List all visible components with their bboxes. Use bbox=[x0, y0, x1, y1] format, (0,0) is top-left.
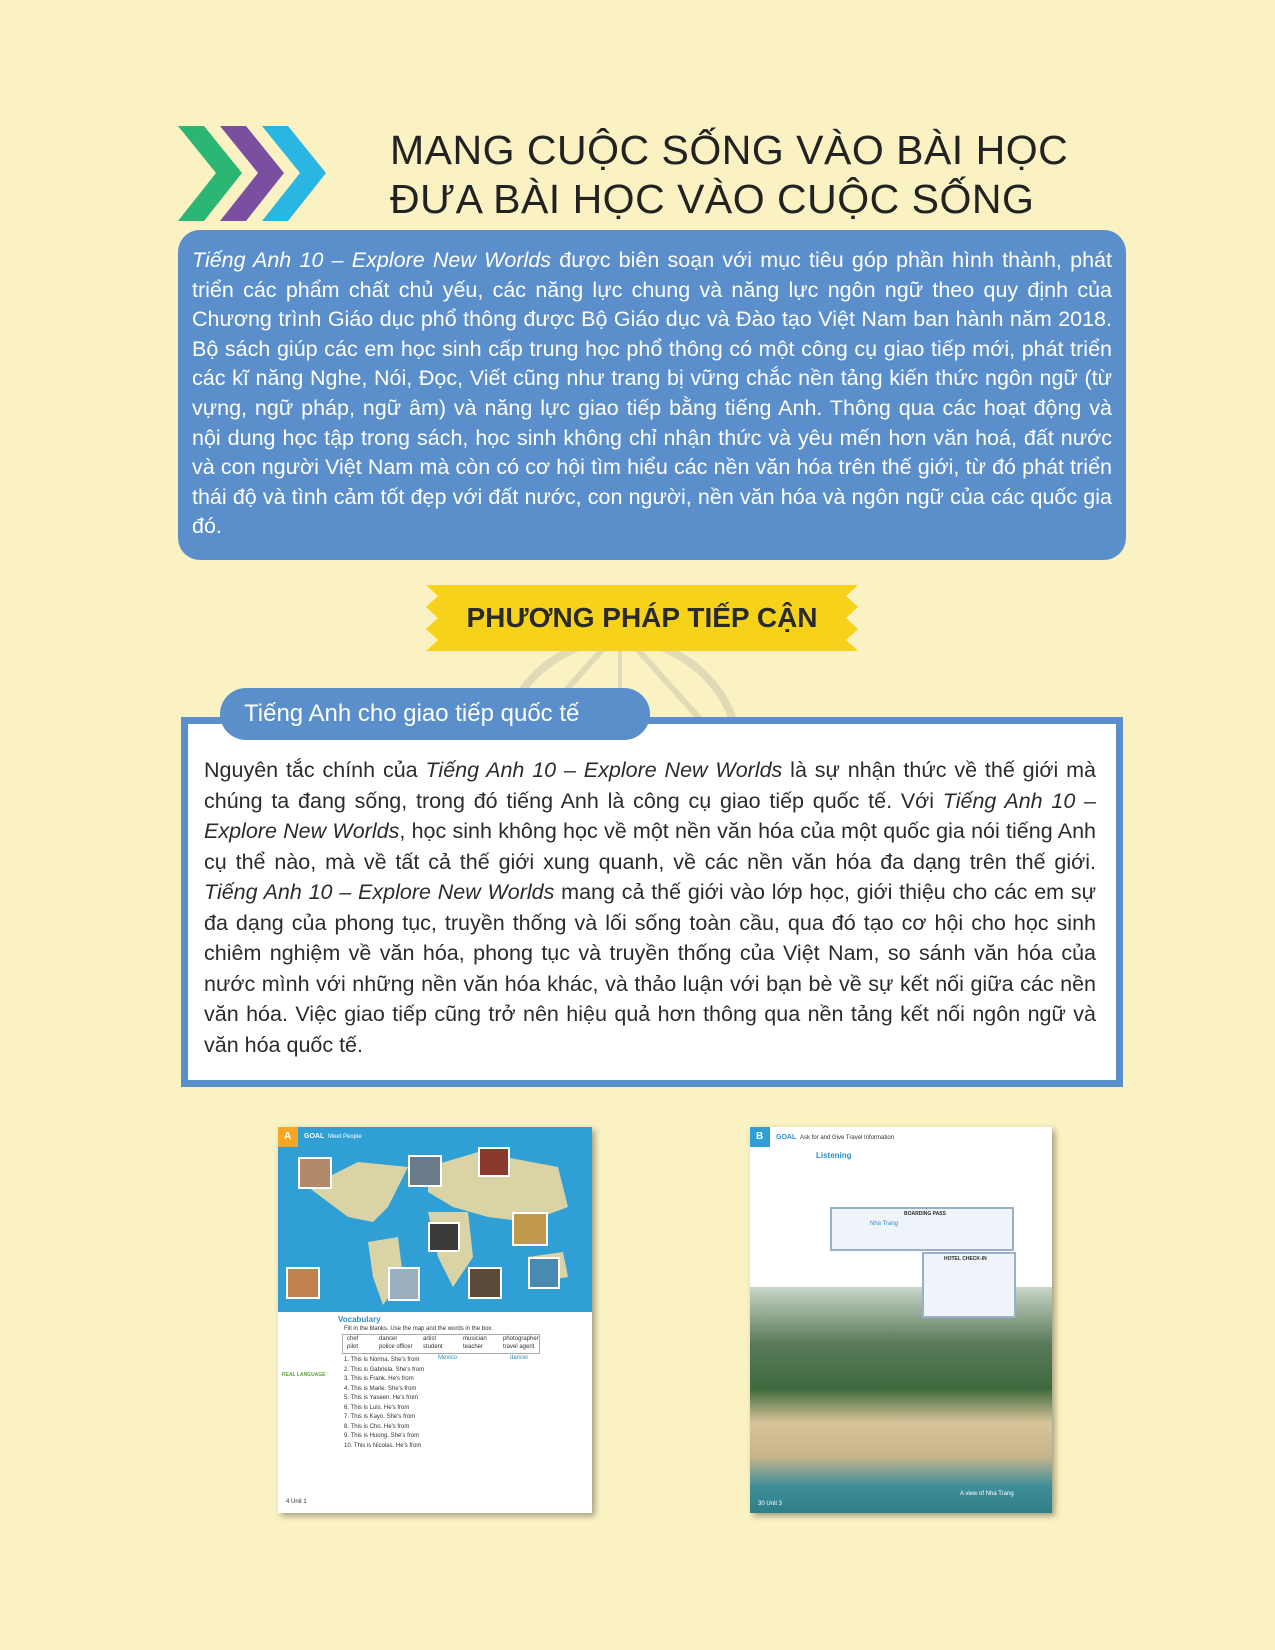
section-book-title-3: Tiếng Anh 10 – Explore New Worlds bbox=[204, 880, 555, 904]
section-text-3: , học sinh không học về một nền văn hóa của một quốc gia nói tiếng Anh cụ thể nào, mà về tất cả thế giới xung quanh, về các nền văn hóa đa dạng trên thế giới. bbox=[204, 819, 1096, 874]
sample-page-b bbox=[750, 1127, 1052, 1513]
goal-label-b: GOAL bbox=[776, 1134, 797, 1141]
section-book-title-1: Tiếng Anh 10 – Explore New Worlds bbox=[425, 758, 783, 782]
world-map bbox=[278, 1127, 592, 1312]
section-text-4: mang cả thế giới vào lớp học, giới thiệu cho các em sự đa dạng của phong tục, truyền thống và lối sống toàn cầu, qua đó tạo cơ hội cho học sinh chiêm nghiệm về văn hóa, phong tục và truyền thống của Việt Nam, so sánh văn hóa của nước mình với những nền văn hóa khác, và thảo luận với bạn bè về sự kết nối giữa các nền văn hóa. Việc giao tiếp cũng trở nên hiệu quả hơn thông qua nền tảng kết nối ngôn ngữ và văn hóa quốc tế. bbox=[204, 880, 1096, 1057]
title-line-2: ĐƯA BÀI HỌC VÀO CUỘC SỐNG bbox=[390, 176, 1035, 222]
word-dancer: dancer bbox=[379, 1336, 398, 1342]
listening-heading: Listening bbox=[816, 1151, 852, 1160]
intro-panel bbox=[178, 230, 1126, 560]
sentence-6: 6. This is Luis. He's from bbox=[344, 1404, 410, 1411]
word-travel-agent: travel agent bbox=[503, 1344, 535, 1350]
sentence-8: 8. This is Cho. He's from bbox=[344, 1423, 410, 1430]
photo-5 bbox=[512, 1212, 548, 1246]
sentence-10: 10. This is Nicolas. He's from bbox=[344, 1442, 422, 1449]
photo-2 bbox=[408, 1155, 442, 1187]
photo-1 bbox=[298, 1157, 332, 1189]
section-book-title-2: Tiếng Anh 10 – Explore New Worlds bbox=[204, 788, 1096, 843]
sentence-5: 5. This is Yaseen. He's from bbox=[344, 1395, 419, 1401]
photo-9 bbox=[528, 1257, 560, 1289]
photo-6 bbox=[286, 1267, 320, 1299]
sentence-3: 3. This is Frank. He's from bbox=[344, 1376, 414, 1382]
word-box bbox=[342, 1334, 540, 1354]
real-language-label: REAL LANGUAGE bbox=[282, 1372, 326, 1378]
sentence-9: 9. This is Huong. She's from bbox=[344, 1433, 420, 1439]
chevron-arrows-icon bbox=[178, 126, 328, 221]
goal-text-b: Ask for and Give Travel Information bbox=[800, 1135, 895, 1141]
section-body bbox=[204, 755, 1096, 1060]
photo-3 bbox=[478, 1147, 510, 1177]
banner-label: PHƯƠNG PHÁP TIẾP CẬN bbox=[466, 602, 818, 633]
vocab-instruction: Fill in the blanks. Use the map and the words in the box. bbox=[344, 1326, 494, 1332]
photo-8 bbox=[468, 1267, 502, 1299]
word-pilot: pilot bbox=[347, 1344, 359, 1350]
sentence-7: 7. This is Kayo. She's from bbox=[344, 1414, 416, 1420]
boarding-pass bbox=[830, 1207, 1014, 1251]
nha-trang-photo bbox=[750, 1287, 1052, 1513]
sentence-list bbox=[344, 1357, 544, 1452]
sample-page-a bbox=[278, 1127, 592, 1513]
photo-4 bbox=[428, 1222, 460, 1252]
word-chef: chef bbox=[347, 1336, 359, 1342]
photo-caption: A view of Nha Trang bbox=[960, 1491, 1014, 1497]
section-tab: Tiếng Anh cho giao tiếp quốc tế bbox=[220, 688, 650, 740]
sentence-4: 4. This is Marie. She's from bbox=[344, 1385, 417, 1392]
goal-text-a: Meet People bbox=[328, 1134, 362, 1140]
word-police-officer: police officer bbox=[379, 1344, 413, 1350]
section-text-1: Nguyên tắc chính của bbox=[204, 758, 426, 782]
section-letter-a bbox=[278, 1127, 298, 1147]
page-title bbox=[390, 126, 1068, 224]
section-letter-b bbox=[750, 1127, 770, 1147]
title-line-1: MANG CUỘC SỐNG VÀO BÀI HỌC bbox=[390, 127, 1069, 173]
intro-book-title: Tiếng Anh 10 – Explore New Worlds bbox=[192, 248, 552, 272]
letter-b: B bbox=[756, 1131, 764, 1142]
destination-value: Nha Trang bbox=[870, 1221, 899, 1227]
letter-a: A bbox=[284, 1131, 292, 1142]
answer-dancer: dancer bbox=[510, 1355, 529, 1361]
word-artist: artist bbox=[423, 1336, 437, 1342]
hotel-check-in-label: HOTEL CHECK-IN bbox=[944, 1256, 987, 1262]
footer-page-a: 4 Unit 1 bbox=[286, 1499, 307, 1505]
sentence-2: 2. This is Gabriela. She's from bbox=[344, 1366, 425, 1373]
answer-mexico: Mexico bbox=[438, 1355, 458, 1361]
boarding-pass-label: BOARDING PASS bbox=[904, 1211, 946, 1217]
footer-page-b: 30 Unit 3 bbox=[758, 1501, 783, 1507]
word-musician: musician bbox=[463, 1336, 487, 1342]
photo-7 bbox=[388, 1267, 420, 1301]
section-text-2: là sự nhận thức về thế giới mà chúng ta đang sống, trong đó tiếng Anh là công cụ giao tiếp quốc tế. Với bbox=[204, 758, 1096, 813]
hotel-check-in bbox=[922, 1252, 1016, 1318]
intro-text: được biên soạn với mục tiêu góp phần hình thành, phát triển các phẩm chất chủ yếu, các năng lực chung và năng lực ngôn ngữ theo quy định của Chương trình Giáo dục phổ thông được Bộ Giáo dục và Đào tạo Việt Nam ban hành năm 2018. Bộ sách giúp các em học sinh cấp trung học phổ thông có một công cụ giao tiếp mới, phát triển các kĩ năng Nghe, Nói, Đọc, Viết cũng như trang bị vững chắc nền tảng kiến thức ngôn ngữ (từ vựng, ngữ pháp, ngữ âm) và năng lực giao tiếp bằng tiếng Anh. Thông qua các hoạt động và nội dung học tập trong sách, học sinh không chỉ nhận thức và yêu mến hơn văn hoá, đất nước và con người Việt Nam mà còn có cơ hội tìm hiểu các nền văn hóa trên thế giới, từ đó phát triển thái độ và tình cảm tốt đẹp với đất nước, con người, nền văn hóa và ngôn ngữ của các quốc gia đó. bbox=[192, 248, 1112, 539]
word-photographer: photographer bbox=[503, 1336, 539, 1342]
sentence-1: 1. This is Norma. She's from bbox=[344, 1357, 420, 1363]
vocab-heading: Vocabulary bbox=[338, 1315, 381, 1324]
word-student: student bbox=[423, 1344, 443, 1350]
goal-label-a: GOAL bbox=[304, 1133, 325, 1140]
word-teacher: teacher bbox=[463, 1344, 484, 1350]
